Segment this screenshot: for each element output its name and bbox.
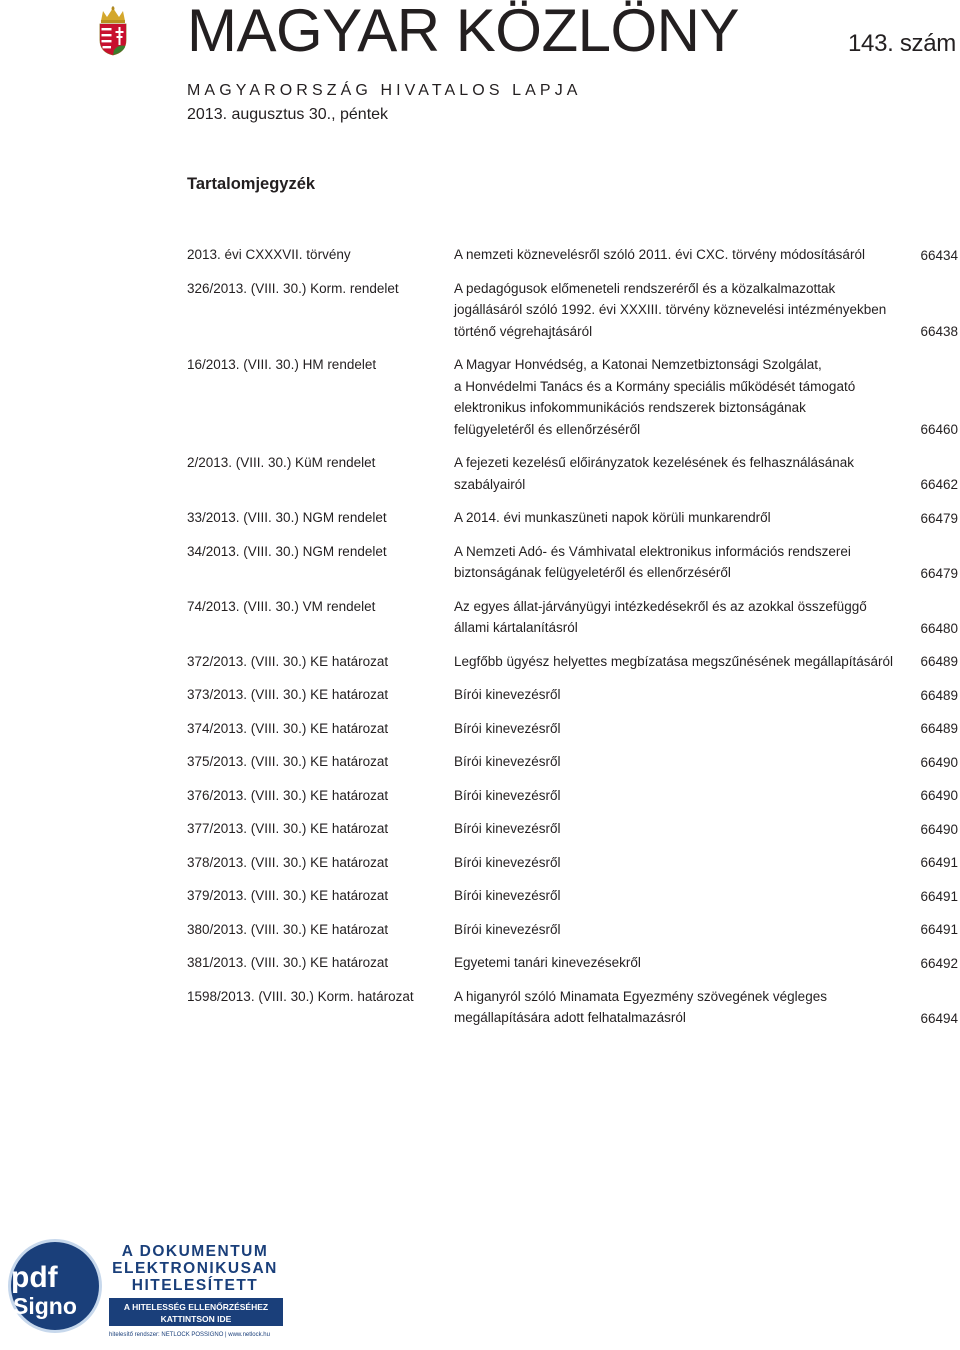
toc-entry-reference: 33/2013. (VIII. 30.) NGM rendelet	[187, 510, 387, 525]
toc-entry-title	[454, 986, 894, 1029]
toc-entry[interactable]	[187, 986, 958, 1029]
toc-entry-title	[454, 952, 894, 974]
toc-entry-title-line: Egyetemi tanári kinevezésekről	[454, 955, 641, 970]
toc-entry-title	[454, 278, 894, 343]
toc-entry-page: 66490	[920, 788, 958, 803]
toc-entry[interactable]	[187, 596, 958, 639]
badge-cta-line-2: KATTINTSON IDE	[160, 1314, 232, 1324]
toc-entry[interactable]	[187, 651, 958, 673]
toc-entry[interactable]	[187, 885, 958, 907]
toc-entry-title-line: biztonságának felügyeletéről és ellenőrzéséről	[454, 565, 731, 580]
toc-entry-page: 66489	[920, 687, 958, 703]
toc-entry-title	[454, 785, 894, 807]
toc-entry-reference: 2013. évi CXXXVII. törvény	[187, 247, 351, 262]
toc-entry-page: 66460	[920, 422, 958, 437]
toc-entry-title-line: A Magyar Honvédség, a Katonai Nemzetbiztonsági Szolgálat,	[454, 357, 822, 372]
toc-entry-title-line: A nemzeti köznevelésről szóló 2011. évi CXC. törvény módosításáról	[454, 247, 865, 262]
badge-line-2: ELEKTRONIKUSAN	[112, 1260, 278, 1277]
toc-entry-title	[454, 651, 894, 673]
table-of-contents	[187, 244, 958, 1041]
toc-entry-page: 66491	[920, 888, 958, 904]
toc-entry-title	[454, 596, 894, 639]
toc-entry-page: 66490	[920, 821, 958, 837]
e-signature-badge[interactable]	[5, 1232, 285, 1340]
toc-entry-page: 66480	[920, 620, 958, 636]
toc-entry[interactable]	[187, 278, 958, 343]
toc-entry-reference: 375/2013. (VIII. 30.) KE határozat	[187, 754, 389, 769]
toc-entry[interactable]	[187, 718, 958, 740]
publication-title: MAGYAR KÖZLÖNY	[187, 0, 739, 64]
toc-entry-title-line: Bírói kinevezésről	[454, 921, 561, 937]
toc-entry-title-line: A fejezeti kezelésű előirányzatok kezelésének és felhasználásának	[454, 455, 854, 470]
toc-entry[interactable]	[187, 244, 958, 266]
toc-entry-reference: 2/2013. (VIII. 30.) KüM rendelet	[187, 455, 376, 470]
toc-entry-title	[454, 818, 894, 840]
logo-text-top: pdf	[11, 1261, 58, 1294]
toc-entry-title	[454, 452, 894, 495]
toc-entry-title-line: A 2014. évi munkaszüneti napok körüli munkarendről	[454, 510, 771, 525]
toc-entry[interactable]	[187, 684, 958, 706]
toc-entry[interactable]	[187, 452, 958, 495]
toc-entry-title	[454, 244, 894, 266]
toc-entry-page: 66491	[920, 922, 958, 937]
toc-entry-reference: 372/2013. (VIII. 30.) KE határozat	[187, 653, 389, 669]
toc-entry-title	[454, 751, 894, 773]
toc-entry-reference: 373/2013. (VIII. 30.) KE határozat	[187, 687, 389, 702]
badge-line-3: HITELESÍTETT	[131, 1277, 259, 1294]
toc-entry[interactable]	[187, 751, 958, 773]
toc-entry-title-line: jogállásáról szóló 1992. évi XXXIII. törvény köznevelési intézményekben	[454, 302, 887, 317]
toc-entry-reference: 377/2013. (VIII. 30.) KE határozat	[187, 821, 389, 836]
toc-entry[interactable]	[187, 818, 958, 840]
toc-entry-title-line: A pedagógusok előmeneteli rendszeréről és a közalkalmazottak	[454, 280, 836, 296]
pdfsigno-logo-icon	[8, 1239, 102, 1333]
publication-date: 2013. augusztus 30., péntek	[187, 106, 389, 123]
toc-entry-title-line: a Honvédelmi Tanács és a Kormány speciális működését támogató	[454, 378, 856, 394]
toc-entry-title	[454, 507, 894, 529]
toc-entry-title	[454, 718, 894, 740]
toc-entry-title-line: Bírói kinevezésről	[454, 854, 561, 870]
toc-entry[interactable]	[187, 541, 958, 584]
toc-entry-title-line: Bírói kinevezésről	[454, 821, 561, 836]
toc-entry-title-line: Bírói kinevezésről	[454, 720, 561, 736]
toc-entry[interactable]	[187, 952, 958, 974]
toc-entry-page: 66462	[920, 477, 958, 492]
toc-entry-reference: 34/2013. (VIII. 30.) NGM rendelet	[187, 543, 387, 559]
toc-entry-title	[454, 919, 894, 941]
toc-entry[interactable]	[187, 354, 958, 440]
toc-entry-reference: 16/2013. (VIII. 30.) HM rendelet	[187, 357, 377, 372]
logo-text-bottom: Signo	[13, 1293, 77, 1319]
toc-entry-reference: 326/2013. (VIII. 30.) Korm. rendelet	[187, 280, 399, 296]
toc-entry-reference: 380/2013. (VIII. 30.) KE határozat	[187, 921, 389, 937]
toc-entry-page: 66491	[920, 855, 958, 870]
toc-entry-title-line: Bírói kinevezésről	[454, 888, 561, 903]
toc-entry-page: 66479	[920, 565, 958, 581]
toc-entry-page: 66492	[920, 955, 958, 971]
toc-entry-title-line: állami kártalanításról	[454, 620, 578, 635]
badge-footer: hitelesítő rendszer: NETLOCK POSSIGNO | www.netlock.hu	[109, 1332, 270, 1338]
toc-entry-title	[454, 541, 894, 584]
toc-entry-page: 66494	[920, 1010, 958, 1026]
toc-entry-reference: 1598/2013. (VIII. 30.) Korm. határozat	[187, 988, 414, 1004]
toc-entry-title-line: történő végrehajtásáról	[454, 323, 593, 339]
toc-entry[interactable]	[187, 785, 958, 807]
toc-entry-title-line: Bírói kinevezésről	[454, 787, 561, 803]
toc-entry-page: 66479	[920, 510, 958, 526]
toc-entry-title	[454, 852, 894, 874]
toc-entry-title-line: megállapítására adott felhatalmazásról	[454, 1010, 686, 1025]
toc-entry-title	[454, 684, 894, 706]
toc-entry-page: 66489	[920, 654, 958, 669]
toc-entry-page: 66434	[920, 247, 958, 263]
toc-entry-title	[454, 354, 894, 440]
badge-line-1: A DOKUMENTUM	[121, 1243, 269, 1260]
coat-of-arms-icon	[95, 6, 131, 56]
toc-entry-title-line: Bírói kinevezésről	[454, 687, 561, 702]
toc-entry-title-line: Az egyes állat-járványügyi intézkedésekről és az azokkal összefüggő	[454, 598, 867, 614]
toc-entry-title-line: A higanyról szóló Minamata Egyezmény szövegének végleges	[454, 988, 827, 1004]
toc-entry-page: 66438	[920, 324, 958, 339]
toc-entry-title-line: Bírói kinevezésről	[454, 754, 561, 769]
toc-entry-title-line: szabályairól	[454, 476, 526, 492]
toc-entry-title	[454, 885, 894, 907]
toc-entry-page: 66490	[920, 754, 958, 770]
toc-entry[interactable]	[187, 507, 958, 529]
toc-entry-reference: 381/2013. (VIII. 30.) KE határozat	[187, 955, 389, 970]
toc-entry-reference: 379/2013. (VIII. 30.) KE határozat	[187, 888, 389, 903]
issue-number: 143. szám	[847, 30, 956, 57]
toc-entry[interactable]	[187, 852, 958, 874]
toc-entry-title-line: A Nemzeti Adó- és Vámhivatal elektronikus információs rendszerei	[454, 543, 851, 559]
toc-entry-reference: 374/2013. (VIII. 30.) KE határozat	[187, 720, 389, 736]
toc-entry-title-line: elektronikus infokommunikációs rendszerek biztonságának	[454, 400, 806, 415]
toc-entry-title-line: felügyeletéről és ellenőrzéséről	[454, 421, 641, 437]
toc-entry-page: 66489	[920, 721, 958, 736]
publication-subtitle: MAGYARORSZÁG HIVATALOS LAPJA	[187, 82, 582, 99]
toc-heading: Tartalomjegyzék	[187, 175, 316, 193]
toc-entry[interactable]	[187, 919, 958, 941]
badge-cta-line-1: A HITELESSÉG ELLENŐRZÉSÉHEZ	[123, 1302, 269, 1312]
toc-entry-reference: 376/2013. (VIII. 30.) KE határozat	[187, 787, 389, 803]
toc-entry-reference: 74/2013. (VIII. 30.) VM rendelet	[187, 598, 376, 614]
toc-entry-title-line: Legfőbb ügyész helyettes megbízatása megszűnésének megállapításáról	[454, 653, 894, 669]
toc-entry-reference: 378/2013. (VIII. 30.) KE határozat	[187, 854, 389, 870]
